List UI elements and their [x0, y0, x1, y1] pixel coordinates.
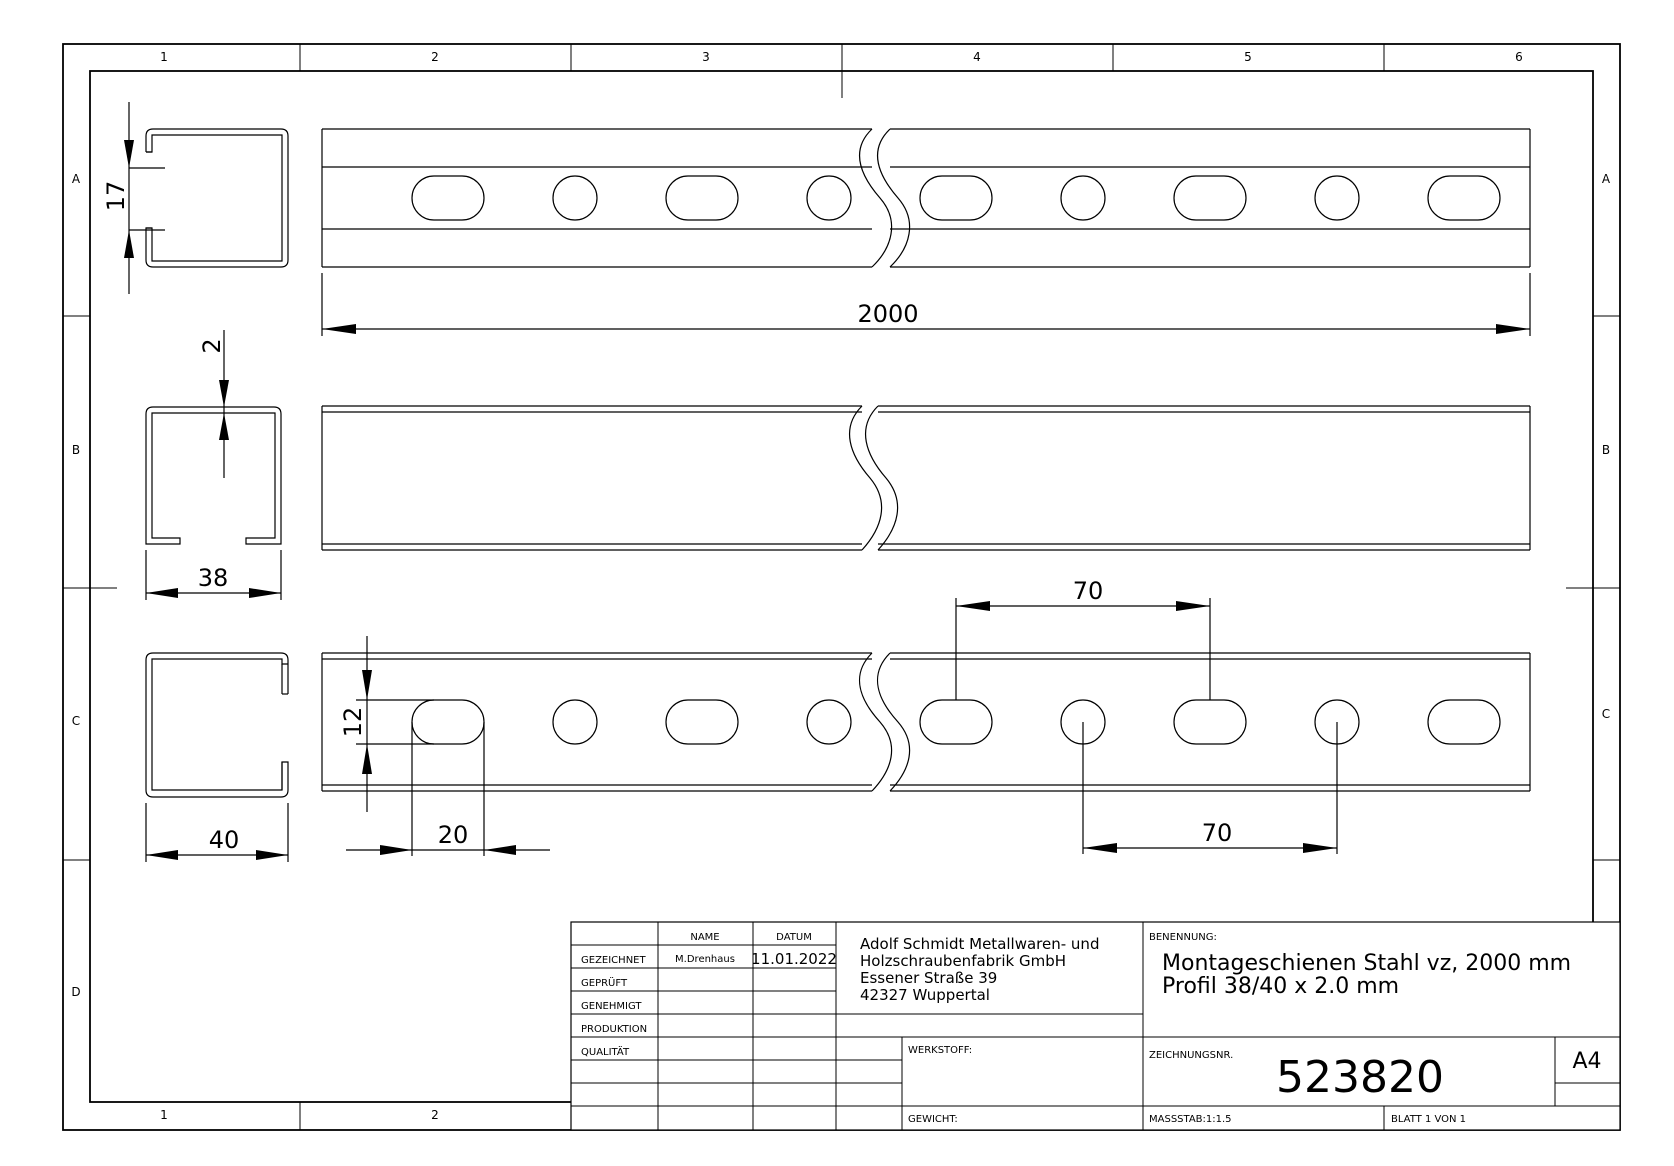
rail-view-c	[322, 653, 1530, 791]
tb-row-drawn: GEZEICHNET	[581, 955, 646, 966]
rail-view-b	[322, 406, 1530, 550]
tb-row-approved: GENEHMIGT	[581, 1001, 642, 1012]
zone-col-2-bottom: 2	[431, 1108, 439, 1122]
zone-col-4-top: 4	[973, 50, 981, 64]
tb-col-name: NAME	[690, 932, 720, 943]
tb-company-line4: 42327 Wuppertal	[860, 986, 990, 1004]
tb-weight-label: GEWICHT:	[908, 1114, 958, 1125]
dimension-wall-thickness	[198, 330, 229, 478]
zone-row-b-left: B	[71, 443, 81, 457]
dim-slot-height: 17	[102, 180, 130, 212]
zone-row-a-left: A	[71, 172, 81, 186]
tb-paper-size: A4	[1572, 1049, 1602, 1074]
dimension-slot-height	[102, 102, 165, 294]
tb-designation-line1: Montageschienen Stahl vz, 2000 mm	[1162, 951, 1572, 976]
zone-row-a-right: A	[1601, 172, 1611, 186]
tb-row-quality: QUALITÄT	[581, 1047, 630, 1058]
zone-row-b-right: B	[1601, 443, 1611, 457]
tb-drawing-no-label: ZEICHNUNGSNR.	[1149, 1050, 1234, 1061]
title-block	[571, 922, 1620, 1130]
dimension-slot-hole-width	[346, 722, 550, 856]
tb-company-line2: Holzschraubenfabrik GmbH	[860, 952, 1067, 970]
dim-overall-length: 2000	[857, 300, 919, 328]
tb-row-checked: GEPRÜFT	[581, 978, 628, 989]
dim-hole-pitch-bottom: 70	[1201, 819, 1233, 847]
dimension-profile-width-b	[146, 550, 281, 600]
dim-wall-thickness: 2	[198, 338, 226, 354]
tb-drawn-name: M.Drenhaus	[675, 954, 735, 965]
dimension-hole-pitch-top	[956, 577, 1210, 700]
tb-scale-label: MASSSTAB:1:1.5	[1149, 1114, 1232, 1125]
zone-row-c-left: C	[71, 714, 81, 728]
zone-col-6-top: 6	[1515, 50, 1523, 64]
dim-profile-width-c: 40	[208, 826, 240, 854]
dim-hole-pitch-top: 70	[1072, 577, 1104, 605]
tb-material-label: WERKSTOFF:	[908, 1045, 973, 1056]
tb-designation-label: BENENNUNG:	[1149, 932, 1217, 943]
tb-company-line3: Essener Straße 39	[860, 969, 998, 987]
rail-view-a	[322, 129, 1530, 267]
dimension-overall-length	[322, 273, 1530, 336]
dim-slot-hole-width: 20	[437, 821, 469, 849]
zone-col-1-bottom: 1	[160, 1108, 168, 1122]
dim-profile-width-b: 38	[197, 564, 229, 592]
tb-designation-line2: Profil 38/40 x 2.0 mm	[1162, 974, 1400, 999]
tb-row-production: PRODUKTION	[581, 1024, 648, 1035]
profile-view-a	[146, 129, 288, 267]
dimension-hole-pitch-bottom	[1083, 722, 1337, 854]
zone-row-c-right: C	[1601, 707, 1611, 721]
dimension-profile-width-c	[146, 803, 288, 862]
zone-col-5-top: 5	[1244, 50, 1252, 64]
profile-view-c	[146, 653, 288, 797]
profile-view-b	[146, 407, 281, 544]
zone-col-1-top: 1	[160, 50, 168, 64]
tb-company-line1: Adolf Schmidt Metallwaren- und	[860, 935, 1100, 953]
zone-row-d-left: D	[71, 985, 81, 999]
tb-col-date: DATUM	[776, 932, 812, 943]
tb-drawn-date: 11.01.2022	[751, 950, 837, 968]
dim-slot-hole-height: 12	[339, 706, 367, 738]
zone-col-3-top: 3	[702, 50, 710, 64]
zone-col-2-top: 2	[431, 50, 439, 64]
tb-sheet-label: BLATT 1 VON 1	[1391, 1114, 1467, 1125]
tb-drawing-number: 523820	[1276, 1052, 1444, 1103]
